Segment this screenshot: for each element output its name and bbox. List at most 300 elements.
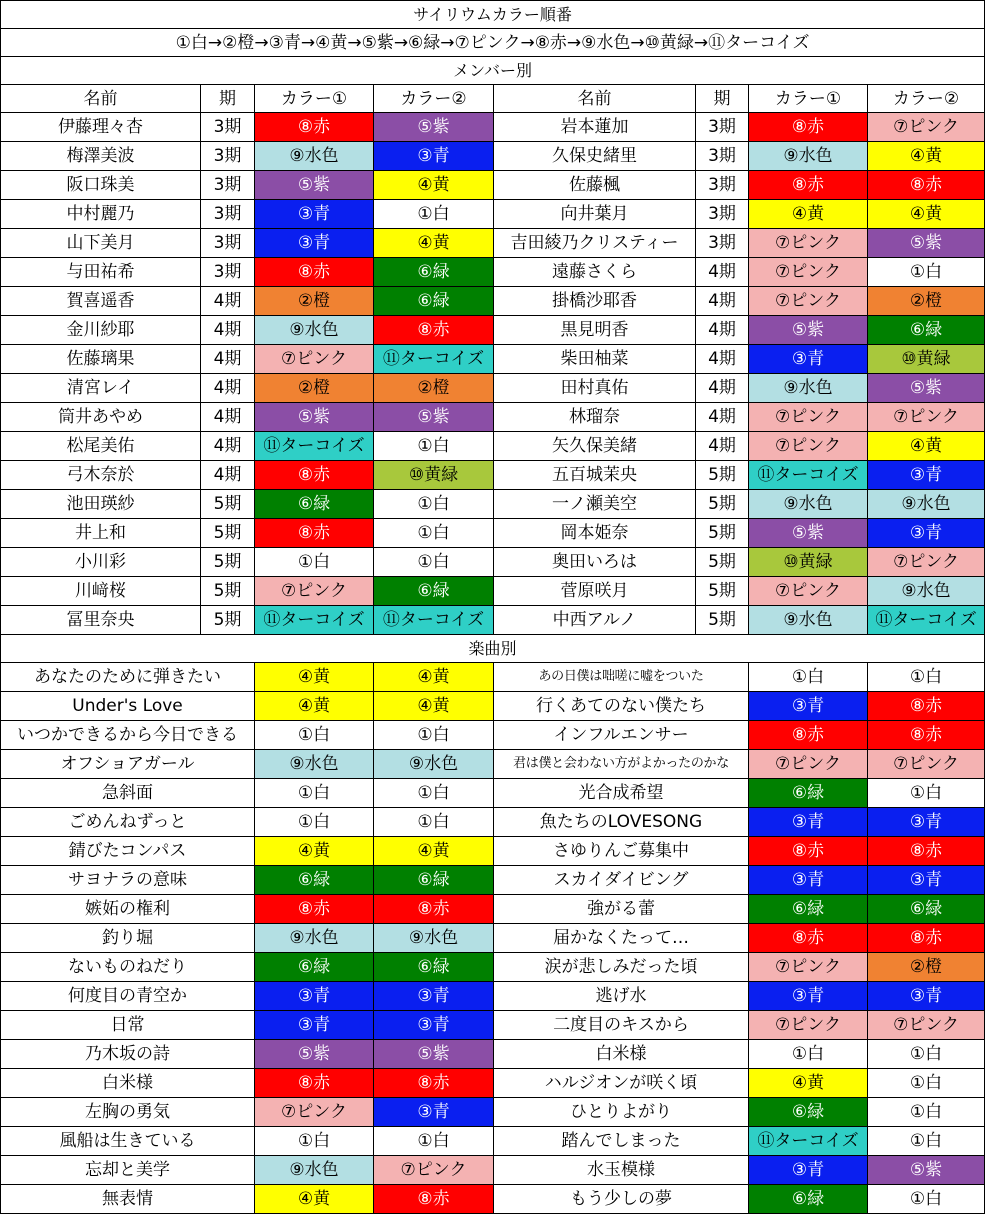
- song-color-1: ⑧赤: [749, 837, 868, 866]
- member-color-2: ②橙: [374, 374, 494, 403]
- member-name: 中村麗乃: [1, 200, 201, 229]
- song-color-1: ⑨水色: [255, 924, 374, 953]
- song-color-1: ⑧赤: [255, 1069, 374, 1098]
- member-color-2: ①白: [374, 548, 494, 577]
- member-name: 向井葉月: [494, 200, 696, 229]
- song-title: ハルジオンが咲く頃: [494, 1069, 749, 1098]
- song-title: 魚たちのLOVESONG: [494, 808, 749, 837]
- member-generation: 5期: [201, 606, 255, 635]
- song-title: 乃木坂の詩: [1, 1040, 255, 1069]
- member-name: 岩本蓮加: [494, 113, 696, 142]
- song-row: [1, 1069, 985, 1098]
- member-color-1: ⑦ピンク: [749, 577, 868, 606]
- song-color-2: ③青: [374, 1011, 494, 1040]
- member-name: 吉田綾乃クリスティー: [494, 229, 696, 258]
- song-color-1: ①白: [255, 779, 374, 808]
- song-color-2: ⑦ピンク: [868, 750, 985, 779]
- song-title: 嫉妬の権利: [1, 895, 255, 924]
- member-color-1: ④黄: [749, 200, 868, 229]
- member-generation: 3期: [696, 142, 749, 171]
- color-order-legend: ①白→②橙→③青→④黄→⑤紫→⑥緑→⑦ピンク→⑧赤→⑨水色→⑩黄緑→⑪ターコイズ: [1, 29, 985, 57]
- song-color-1: ⑪ターコイズ: [749, 1127, 868, 1156]
- song-title: さゆりんご募集中: [494, 837, 749, 866]
- member-row: [1, 403, 985, 432]
- song-row: [1, 1040, 985, 1069]
- song-color-1: ①白: [255, 721, 374, 750]
- song-title: 日常: [1, 1011, 255, 1040]
- member-name: 佐藤楓: [494, 171, 696, 200]
- member-row: [1, 548, 985, 577]
- member-generation: 3期: [696, 171, 749, 200]
- member-generation: 5期: [696, 519, 749, 548]
- song-row: [1, 982, 985, 1011]
- song-color-1: ⑦ピンク: [749, 1011, 868, 1040]
- header-color1-right: カラー①: [749, 85, 868, 113]
- member-header-row: [1, 85, 985, 113]
- header-name-right: 名前: [494, 85, 696, 113]
- member-name: 川﨑桜: [1, 577, 201, 606]
- member-color-1: ⑨水色: [255, 316, 374, 345]
- song-color-2: ⑨水色: [374, 924, 494, 953]
- member-color-2: ⑦ピンク: [868, 548, 985, 577]
- member-name: 遠藤さくら: [494, 258, 696, 287]
- song-row: [1, 663, 985, 692]
- member-generation: 4期: [696, 345, 749, 374]
- member-color-1: ⑦ピンク: [749, 287, 868, 316]
- song-row: [1, 953, 985, 982]
- member-name: 田村真佑: [494, 374, 696, 403]
- member-color-2: ③青: [868, 461, 985, 490]
- song-title: 白米様: [494, 1040, 749, 1069]
- member-color-2: ⑨水色: [868, 577, 985, 606]
- song-title: 左胸の勇気: [1, 1098, 255, 1127]
- member-color-1: ③青: [255, 200, 374, 229]
- song-title: 届かなくたって…: [494, 924, 749, 953]
- song-color-1: ③青: [255, 1011, 374, 1040]
- member-color-2: ⑤紫: [374, 113, 494, 142]
- song-color-2: ⑧赤: [868, 692, 985, 721]
- song-title: いつかできるから今日できる: [1, 721, 255, 750]
- member-color-2: ③青: [868, 519, 985, 548]
- song-color-1: ⑥緑: [749, 895, 868, 924]
- member-color-1: ⑧赤: [255, 258, 374, 287]
- member-color-2: ⑤紫: [868, 229, 985, 258]
- song-color-1: ③青: [255, 982, 374, 1011]
- song-title: 強がる蕾: [494, 895, 749, 924]
- song-color-2: ①白: [868, 1069, 985, 1098]
- member-row: [1, 258, 985, 287]
- song-title: オフショアガール: [1, 750, 255, 779]
- song-title: ごめんねずっと: [1, 808, 255, 837]
- song-row: [1, 924, 985, 953]
- song-color-2: ①白: [374, 779, 494, 808]
- member-name: 岡本姫奈: [494, 519, 696, 548]
- member-generation: 3期: [696, 200, 749, 229]
- song-row: [1, 721, 985, 750]
- song-color-2: ①白: [868, 663, 985, 692]
- song-title: 白米様: [1, 1069, 255, 1098]
- song-title: あなたのために弾きたい: [1, 663, 255, 692]
- song-color-2: ⑧赤: [868, 721, 985, 750]
- member-color-2: ⑥緑: [374, 287, 494, 316]
- song-row: [1, 1185, 985, 1214]
- member-color-2: ⑨水色: [868, 490, 985, 519]
- member-name: 清宮レイ: [1, 374, 201, 403]
- member-color-2: ⑤紫: [868, 374, 985, 403]
- member-color-2: ④黄: [868, 142, 985, 171]
- member-color-1: ⑨水色: [749, 142, 868, 171]
- song-color-2: ③青: [374, 982, 494, 1011]
- header-color2-right: カラー②: [868, 85, 985, 113]
- member-color-1: ⑪ターコイズ: [749, 461, 868, 490]
- song-color-1: ③青: [749, 866, 868, 895]
- song-title: ひとりよがり: [494, 1098, 749, 1127]
- song-color-2: ⑥緑: [374, 953, 494, 982]
- member-color-2: ⑪ターコイズ: [374, 345, 494, 374]
- member-name: 中西アルノ: [494, 606, 696, 635]
- song-color-1: ④黄: [255, 692, 374, 721]
- song-color-1: ⑧赤: [749, 721, 868, 750]
- member-name: 小川彩: [1, 548, 201, 577]
- song-color-1: ③青: [749, 1156, 868, 1185]
- member-color-2: ⑥緑: [868, 316, 985, 345]
- member-generation: 4期: [696, 316, 749, 345]
- song-color-2: ③青: [868, 982, 985, 1011]
- song-color-1: ⑦ピンク: [749, 953, 868, 982]
- song-color-1: ⑦ピンク: [255, 1098, 374, 1127]
- song-row: [1, 692, 985, 721]
- song-color-2: ①白: [868, 1127, 985, 1156]
- song-row: [1, 808, 985, 837]
- song-color-1: ⑥緑: [749, 1185, 868, 1214]
- member-color-2: ①白: [868, 258, 985, 287]
- member-generation: 4期: [201, 316, 255, 345]
- member-color-2: ⑥緑: [374, 258, 494, 287]
- song-color-1: ⑧赤: [255, 895, 374, 924]
- member-name: 黒見明香: [494, 316, 696, 345]
- member-generation: 4期: [201, 403, 255, 432]
- member-color-1: ⑤紫: [255, 403, 374, 432]
- song-color-2: ①白: [868, 1040, 985, 1069]
- song-color-2: ①白: [374, 808, 494, 837]
- song-color-1: ⑧赤: [749, 924, 868, 953]
- song-color-1: ⑥緑: [749, 1098, 868, 1127]
- member-color-2: ⑤紫: [374, 403, 494, 432]
- member-generation: 4期: [696, 287, 749, 316]
- member-color-1: ⑩黄緑: [749, 548, 868, 577]
- song-color-2: ⑥緑: [868, 895, 985, 924]
- header-name-left: 名前: [1, 85, 201, 113]
- song-color-2: ①白: [868, 1098, 985, 1127]
- song-title: 何度目の青空か: [1, 982, 255, 1011]
- member-color-1: ②橙: [255, 287, 374, 316]
- song-color-1: ①白: [255, 808, 374, 837]
- song-color-1: ⑤紫: [255, 1040, 374, 1069]
- song-row: [1, 866, 985, 895]
- song-row: [1, 895, 985, 924]
- member-name: 井上和: [1, 519, 201, 548]
- member-row: [1, 316, 985, 345]
- song-color-1: ④黄: [749, 1069, 868, 1098]
- song-color-2: ⑧赤: [374, 1185, 494, 1214]
- song-color-2: ⑧赤: [868, 837, 985, 866]
- song-color-2: ⑤紫: [868, 1156, 985, 1185]
- page-title: サイリウムカラー順番: [1, 1, 985, 29]
- song-color-1: ⑥緑: [255, 866, 374, 895]
- member-name: 松尾美佑: [1, 432, 201, 461]
- member-color-1: ⑨水色: [749, 374, 868, 403]
- song-color-2: ①白: [374, 1127, 494, 1156]
- song-title: 逃げ水: [494, 982, 749, 1011]
- song-title: 水玉模様: [494, 1156, 749, 1185]
- member-color-2: ②橙: [868, 287, 985, 316]
- member-color-2: ⑧赤: [374, 316, 494, 345]
- member-generation: 5期: [201, 519, 255, 548]
- song-color-1: ①白: [255, 1127, 374, 1156]
- member-generation: 3期: [201, 200, 255, 229]
- member-generation: 5期: [696, 577, 749, 606]
- song-title: 光合成希望: [494, 779, 749, 808]
- member-generation: 3期: [696, 229, 749, 258]
- song-color-1: ③青: [749, 982, 868, 1011]
- song-color-1: ①白: [749, 663, 868, 692]
- song-title: 釣り堀: [1, 924, 255, 953]
- song-color-1: ⑦ピンク: [749, 750, 868, 779]
- member-color-1: ②橙: [255, 374, 374, 403]
- member-row: [1, 374, 985, 403]
- member-name: 阪口珠美: [1, 171, 201, 200]
- song-title: 忘却と美学: [1, 1156, 255, 1185]
- song-color-2: ①白: [868, 1185, 985, 1214]
- song-color-1: ③青: [749, 808, 868, 837]
- song-color-2: ⑧赤: [868, 924, 985, 953]
- song-title: 風船は生きている: [1, 1127, 255, 1156]
- song-title: ないものねだり: [1, 953, 255, 982]
- member-color-2: ⑪ターコイズ: [868, 606, 985, 635]
- song-color-2: ③青: [868, 808, 985, 837]
- member-name: 奥田いろは: [494, 548, 696, 577]
- song-row: [1, 1098, 985, 1127]
- song-row: [1, 837, 985, 866]
- song-color-2: ④黄: [374, 663, 494, 692]
- song-title: 急斜面: [1, 779, 255, 808]
- member-row: [1, 229, 985, 258]
- member-name: 金川紗耶: [1, 316, 201, 345]
- member-row: [1, 113, 985, 142]
- song-color-1: ⑥緑: [255, 953, 374, 982]
- song-color-2: ⑧赤: [374, 1069, 494, 1098]
- song-color-2: ⑤紫: [374, 1040, 494, 1069]
- song-color-1: ①白: [749, 1040, 868, 1069]
- member-color-1: ⑦ピンク: [255, 577, 374, 606]
- song-color-2: ⑦ピンク: [374, 1156, 494, 1185]
- member-color-1: ⑦ピンク: [749, 403, 868, 432]
- member-color-2: ①白: [374, 519, 494, 548]
- header-gen-right: 期: [696, 85, 749, 113]
- song-color-2: ③青: [374, 1098, 494, 1127]
- song-color-2: ⑦ピンク: [868, 1011, 985, 1040]
- member-color-2: ⑥緑: [374, 577, 494, 606]
- member-name: 柴田柚菜: [494, 345, 696, 374]
- member-color-1: ⑧赤: [255, 113, 374, 142]
- member-generation: 5期: [201, 548, 255, 577]
- song-title: 二度目のキスから: [494, 1011, 749, 1040]
- song-title: サヨナラの意味: [1, 866, 255, 895]
- member-row: [1, 577, 985, 606]
- member-color-1: ①白: [255, 548, 374, 577]
- member-name: 林瑠奈: [494, 403, 696, 432]
- member-generation: 5期: [696, 548, 749, 577]
- member-name: 与田祐希: [1, 258, 201, 287]
- member-color-1: ⑪ターコイズ: [255, 606, 374, 635]
- member-color-2: ④黄: [374, 171, 494, 200]
- member-row: [1, 171, 985, 200]
- song-color-2: ②橙: [868, 953, 985, 982]
- member-color-2: ⑩黄緑: [374, 461, 494, 490]
- member-color-1: ⑦ピンク: [255, 345, 374, 374]
- member-section-header: メンバー別: [1, 57, 985, 85]
- member-row: [1, 519, 985, 548]
- song-color-1: ⑨水色: [255, 1156, 374, 1185]
- song-color-2: ⑥緑: [374, 866, 494, 895]
- member-color-1: ③青: [255, 229, 374, 258]
- member-name: 掛橋沙耶香: [494, 287, 696, 316]
- member-row: [1, 200, 985, 229]
- member-generation: 4期: [696, 432, 749, 461]
- member-name: 菅原咲月: [494, 577, 696, 606]
- member-generation: 5期: [201, 577, 255, 606]
- member-row: [1, 432, 985, 461]
- member-color-1: ⑤紫: [255, 171, 374, 200]
- song-title: 涙が悲しみだった頃: [494, 953, 749, 982]
- song-title: インフルエンサー: [494, 721, 749, 750]
- member-name: 矢久保美緒: [494, 432, 696, 461]
- member-color-2: ④黄: [868, 432, 985, 461]
- member-name: 池田瑛紗: [1, 490, 201, 519]
- member-color-2: ⑧赤: [868, 171, 985, 200]
- member-row: [1, 345, 985, 374]
- member-color-1: ⑪ターコイズ: [255, 432, 374, 461]
- member-generation: 4期: [696, 374, 749, 403]
- member-color-2: ⑦ピンク: [868, 113, 985, 142]
- song-color-2: ⑨水色: [374, 750, 494, 779]
- member-name: 筒井あやめ: [1, 403, 201, 432]
- member-generation: 4期: [201, 345, 255, 374]
- song-color-1: ⑥緑: [749, 779, 868, 808]
- member-name: 一ノ瀬美空: [494, 490, 696, 519]
- header-gen-left: 期: [201, 85, 255, 113]
- member-name: 佐藤璃果: [1, 345, 201, 374]
- member-name: 賀喜遥香: [1, 287, 201, 316]
- member-generation: 3期: [201, 258, 255, 287]
- song-color-1: ⑨水色: [255, 750, 374, 779]
- member-color-1: ③青: [749, 345, 868, 374]
- member-color-1: ⑨水色: [255, 142, 374, 171]
- member-name: 梅澤美波: [1, 142, 201, 171]
- song-title: 無表情: [1, 1185, 255, 1214]
- song-color-2: ④黄: [374, 692, 494, 721]
- song-title: スカイダイビング: [494, 866, 749, 895]
- header-color1-left: カラー①: [255, 85, 374, 113]
- song-color-2: ⑧赤: [374, 895, 494, 924]
- member-name: 山下美月: [1, 229, 201, 258]
- member-color-1: ⑨水色: [749, 490, 868, 519]
- member-name: 伊藤理々杏: [1, 113, 201, 142]
- member-name: 久保史緒里: [494, 142, 696, 171]
- member-color-1: ⑧赤: [749, 113, 868, 142]
- member-row: [1, 287, 985, 316]
- song-title: 行くあてのない僕たち: [494, 692, 749, 721]
- member-row: [1, 142, 985, 171]
- song-title: 錆びたコンパス: [1, 837, 255, 866]
- member-generation: 4期: [201, 432, 255, 461]
- member-color-1: ⑥緑: [255, 490, 374, 519]
- song-color-1: ③青: [749, 692, 868, 721]
- member-color-2: ①白: [374, 200, 494, 229]
- song-title: もう少しの夢: [494, 1185, 749, 1214]
- header-color2-left: カラー②: [374, 85, 494, 113]
- song-row: [1, 779, 985, 808]
- song-color-2: ①白: [374, 721, 494, 750]
- member-row: [1, 490, 985, 519]
- member-generation: 4期: [201, 374, 255, 403]
- song-title: 踏んでしまった: [494, 1127, 749, 1156]
- member-generation: 5期: [696, 461, 749, 490]
- member-color-2: ①白: [374, 490, 494, 519]
- member-generation: 3期: [201, 142, 255, 171]
- song-color-1: ④黄: [255, 663, 374, 692]
- member-color-2: ④黄: [374, 229, 494, 258]
- song-color-2: ③青: [868, 866, 985, 895]
- member-row: [1, 461, 985, 490]
- member-color-1: ⑦ピンク: [749, 432, 868, 461]
- song-title: あの日僕は咄嗟に嘘をついた: [494, 663, 749, 692]
- member-color-2: ①白: [374, 432, 494, 461]
- song-row: [1, 1127, 985, 1156]
- song-row: [1, 1011, 985, 1040]
- member-name: 弓木奈於: [1, 461, 201, 490]
- member-name: 五百城茉央: [494, 461, 696, 490]
- member-color-1: ⑦ピンク: [749, 258, 868, 287]
- song-color-2: ①白: [868, 779, 985, 808]
- member-color-1: ⑤紫: [749, 316, 868, 345]
- member-color-1: ⑦ピンク: [749, 229, 868, 258]
- song-color-1: ④黄: [255, 837, 374, 866]
- song-row: [1, 750, 985, 779]
- member-color-2: ③青: [374, 142, 494, 171]
- member-generation: 3期: [201, 171, 255, 200]
- member-generation: 4期: [696, 258, 749, 287]
- member-generation: 4期: [201, 461, 255, 490]
- member-color-2: ⑪ターコイズ: [374, 606, 494, 635]
- member-generation: 5期: [201, 490, 255, 519]
- member-name: 冨里奈央: [1, 606, 201, 635]
- song-row: [1, 1156, 985, 1185]
- member-generation: 4期: [696, 403, 749, 432]
- member-generation: 5期: [696, 606, 749, 635]
- member-color-2: ⑩黄緑: [868, 345, 985, 374]
- member-color-1: ⑧赤: [255, 519, 374, 548]
- song-color-1: ④黄: [255, 1185, 374, 1214]
- member-color-2: ⑦ピンク: [868, 403, 985, 432]
- member-generation: 3期: [696, 113, 749, 142]
- member-color-1: ⑧赤: [255, 461, 374, 490]
- member-color-1: ⑤紫: [749, 519, 868, 548]
- song-title: 君は僕と会わない方がよかったのかな: [494, 750, 749, 779]
- song-title: Under's Love: [1, 692, 255, 721]
- member-generation: 4期: [201, 287, 255, 316]
- song-section-header: 楽曲別: [1, 635, 985, 663]
